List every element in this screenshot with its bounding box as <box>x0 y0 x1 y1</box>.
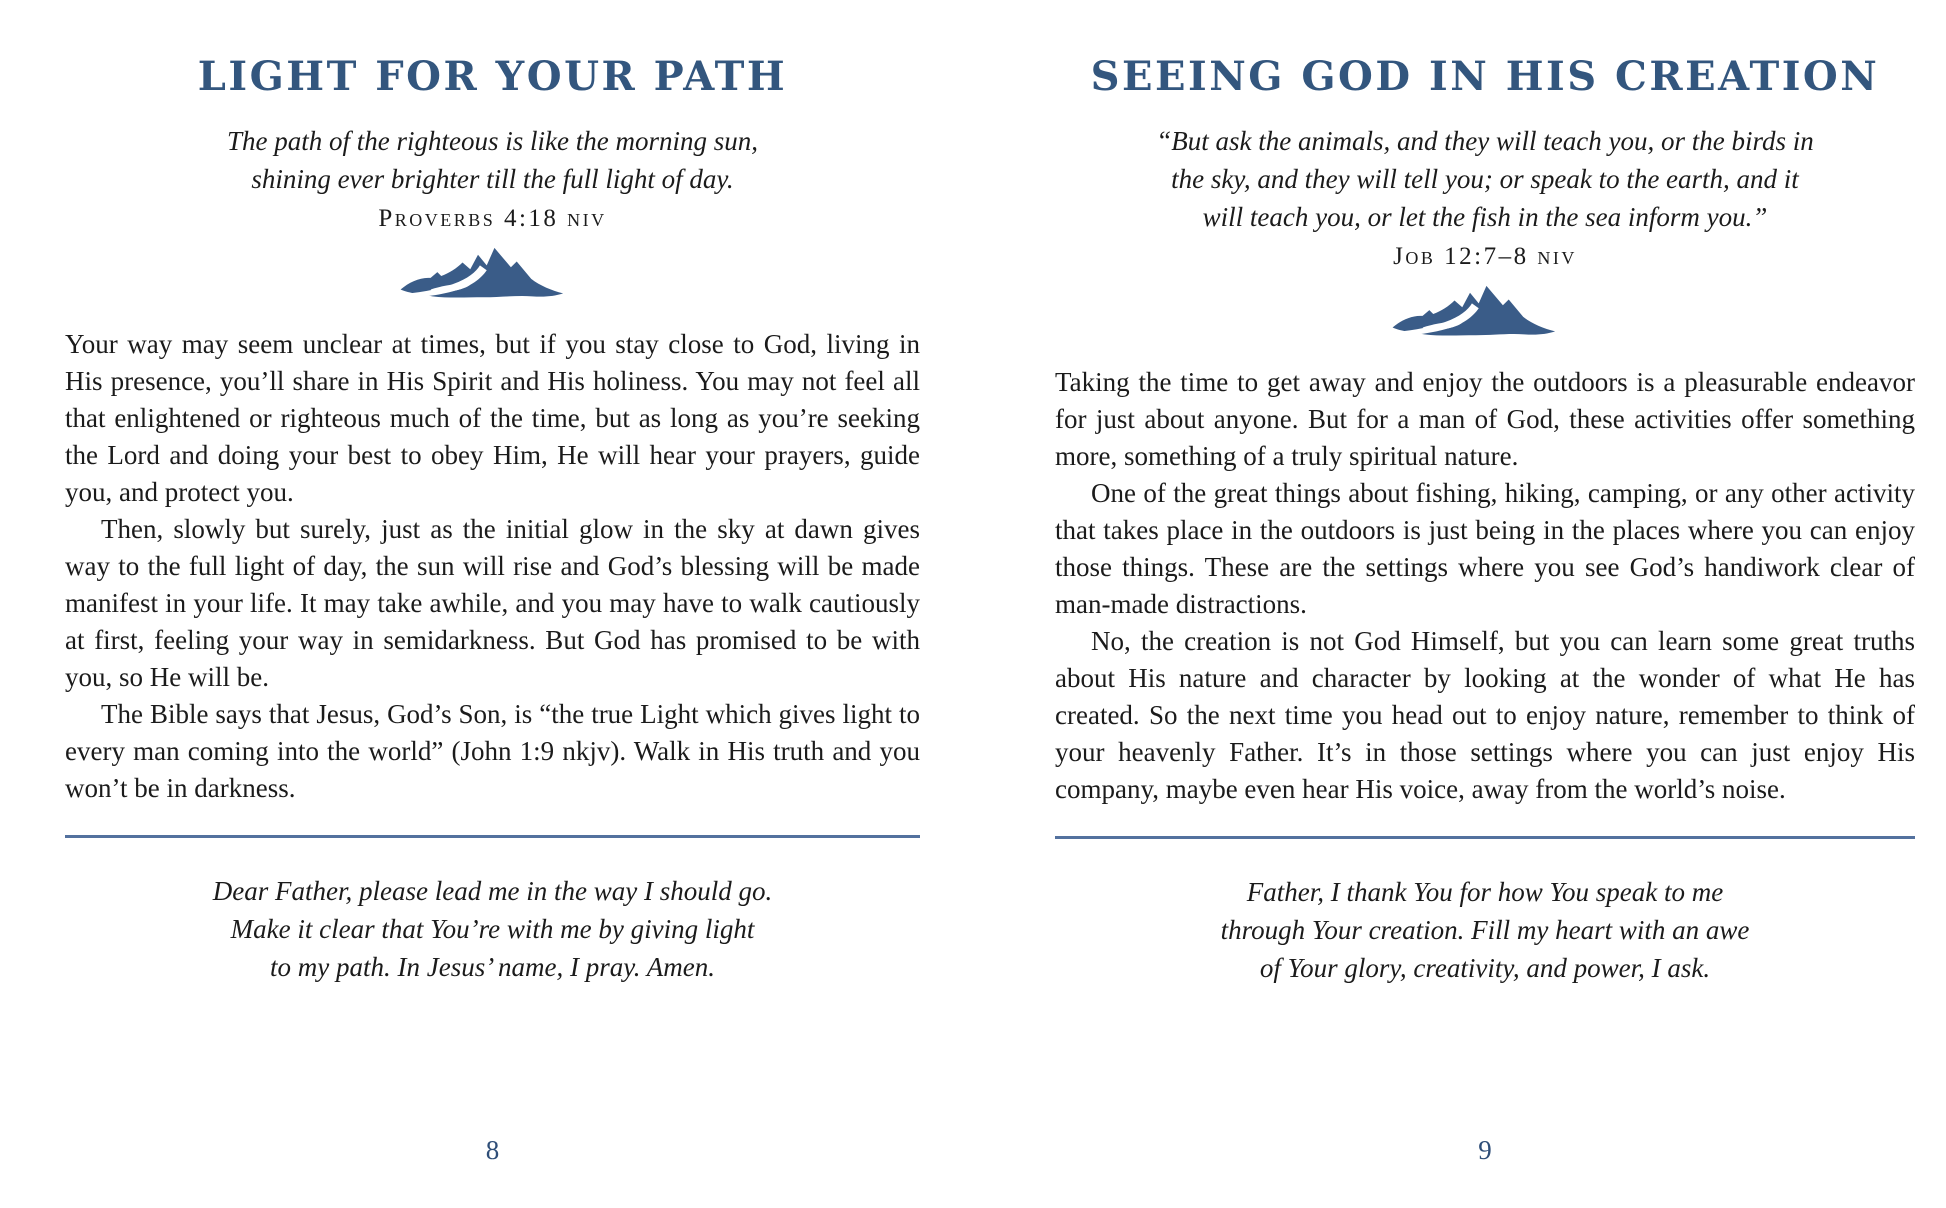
prayer-line: of Your glory, creativity, and power, I ask. <box>1259 953 1711 983</box>
devotional-body <box>1055 364 1915 808</box>
prayer-line: Father, I thank You for how You speak to me <box>1246 877 1724 907</box>
prayer-line: Make it clear that You’re with me by giving light <box>230 914 755 944</box>
mountain-river-icon <box>393 246 593 306</box>
body-paragraph: Then, slowly but surely, just as the initial glow in the sky at dawn gives way to the full light of day, the sun will rise and God’s blessing will be made manifest in your life. It may take awhile, and you may have to walk cautiously at first, feeling your way in semidarkness. But God has promised to be with you, so He will be. <box>65 514 920 692</box>
body-paragraph: Your way may seem unclear at times, but if you stay close to God, living in His presence, you’ll share in His Spirit and His holiness. You may not feel all that enlightened or righteous much of the time, but as long as you’re seeking the Lord and doing your best to obey Him, He will hear your prayers, guide you, and protect you. <box>65 329 920 507</box>
section-divider <box>65 835 920 838</box>
devotional-body <box>65 326 920 807</box>
prayer-line: Dear Father, please lead me in the way I should go. <box>212 876 773 906</box>
scripture-reference: Job 12:7–8 niv <box>1393 243 1577 270</box>
epigraph-line: “But ask the animals, and they will teach you, or the birds in <box>1156 126 1814 156</box>
body-paragraph: Taking the time to get away and enjoy the outdoors is a pleasurable endeavor for just about anyone. But for a man of God, these activities offer something more, something of a truly spiritual nature. <box>1055 367 1915 471</box>
page-number: 8 <box>485 1135 500 1165</box>
epigraph-line: will teach you, or let the fish in the sea inform you.” <box>1202 202 1768 232</box>
prayer-line: through Your creation. Fill my heart with an awe <box>1220 915 1750 945</box>
epigraph <box>65 122 920 198</box>
epigraph-line: shining ever brighter till the full light of day. <box>251 164 734 194</box>
section-divider <box>1055 836 1915 839</box>
epigraph-line: The path of the righteous is like the morning sun, <box>227 126 758 156</box>
prayer <box>65 872 920 986</box>
scripture-reference: Proverbs 4:18 niv <box>378 205 607 232</box>
body-paragraph: One of the great things about fishing, hiking, camping, or any other activity that takes place in the outdoors is just being in the places where you can enjoy those things. These are the settings where you see God’s handiwork clear of man-made distractions. <box>1055 478 1915 619</box>
epigraph <box>1055 122 1915 236</box>
body-paragraph: No, the creation is not God Himself, but you can learn some great truths about His nature and character by looking at the wonder of what He has created. So the next time you head out to enjoy nature, remember to think of your heavenly Father. It’s in those settings where you can just enjoy His company, maybe even hear His voice, away from the world’s noise. <box>1055 626 1915 804</box>
prayer-line: to my path. In Jesus’ name, I pray. Amen. <box>270 952 715 982</box>
body-paragraph: The Bible says that Jesus, God’s Son, is “the true Light which gives light to every man coming into the world” (John 1:9 nkjv). Walk in His truth and you won’t be in darkness. <box>65 699 920 803</box>
mountain-river-icon <box>1385 284 1585 344</box>
epigraph-line: the sky, and they will tell you; or speak to the earth, and it <box>1171 164 1799 194</box>
page-right <box>973 0 1946 1208</box>
chapter-title: SEEING GOD IN HIS CREATION <box>1090 53 1880 100</box>
prayer <box>1055 873 1915 987</box>
chapter-title: LIGHT FOR YOUR PATH <box>197 53 788 100</box>
page-number: 9 <box>1478 1135 1492 1165</box>
